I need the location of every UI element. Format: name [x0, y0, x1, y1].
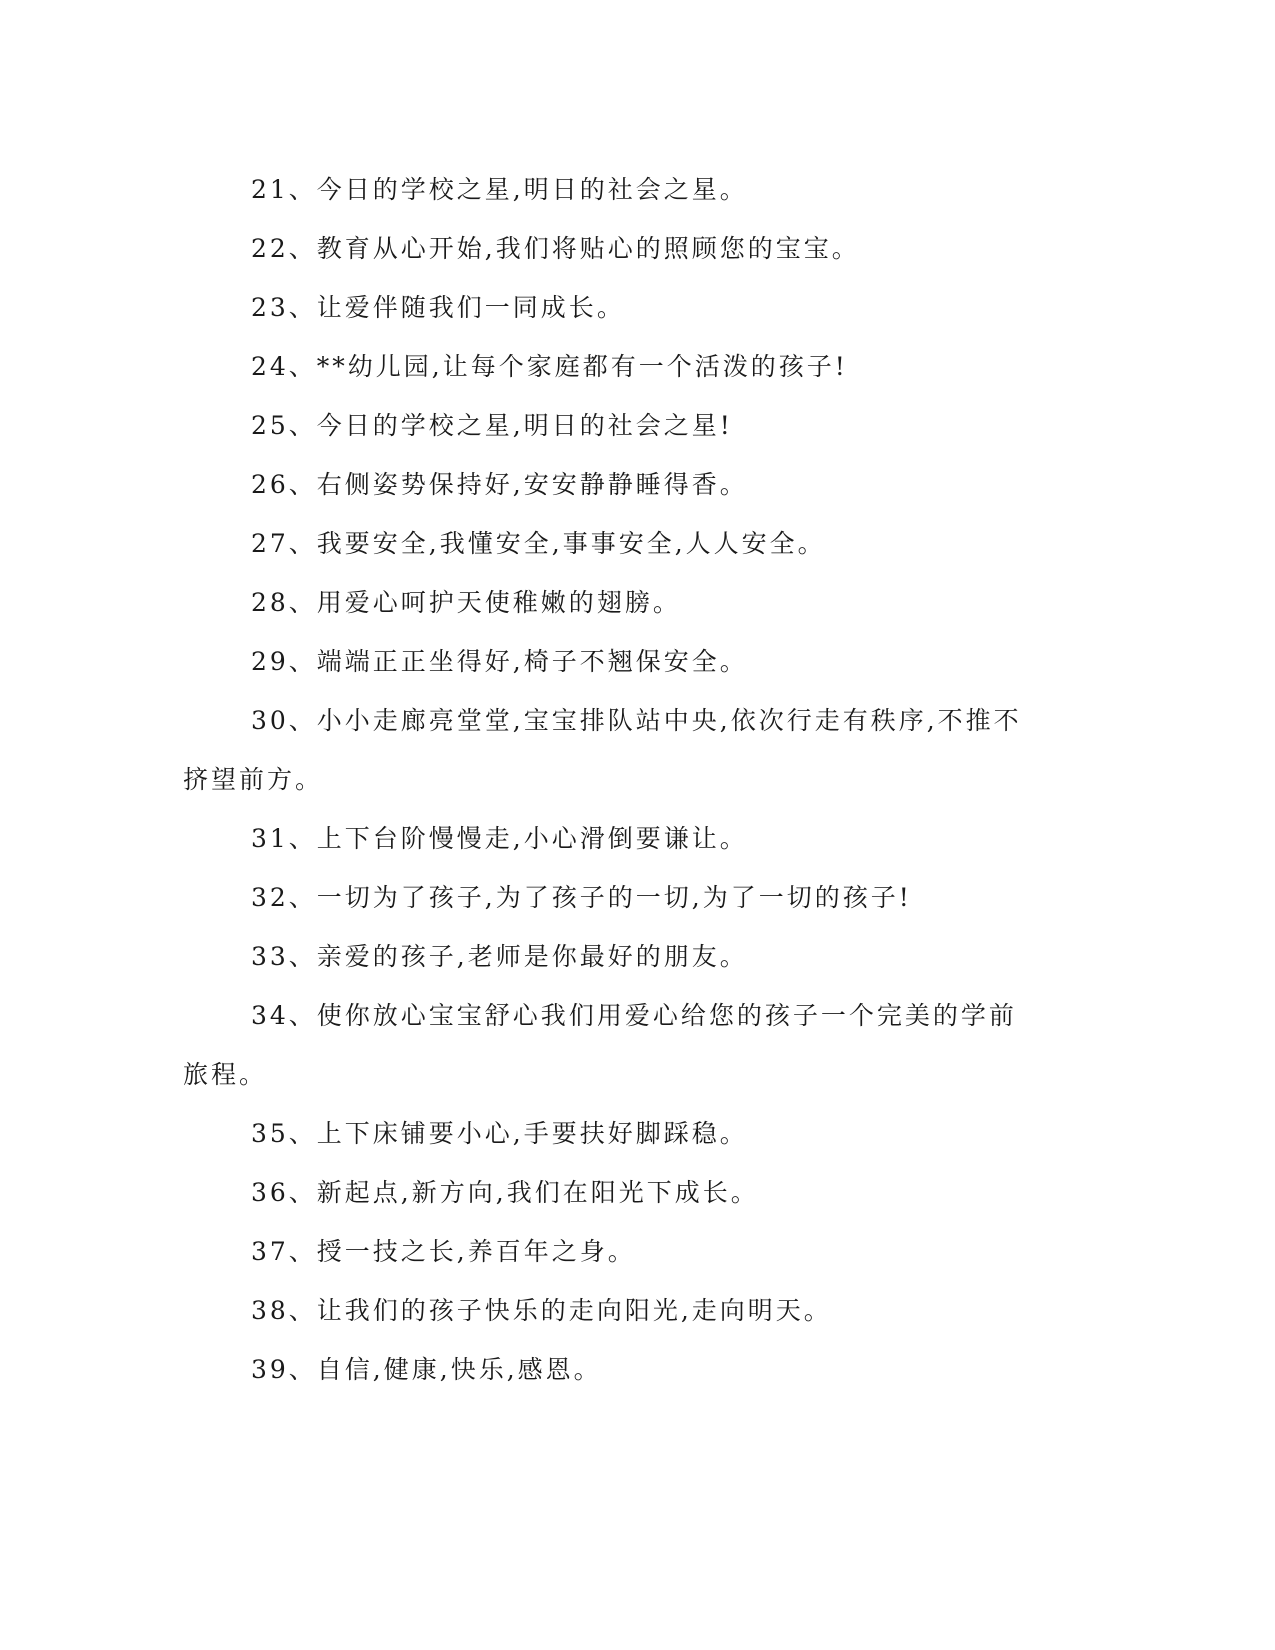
paragraph-36: 36、新起点,新方向,我们在阳光下成长。: [251, 1178, 759, 1207]
paragraph-35: 35、上下床铺要小心,手要扶好脚踩稳。: [251, 1119, 748, 1148]
paragraph-37: 37、授一技之长,养百年之身。: [251, 1237, 636, 1266]
paragraph-25: 25、今日的学校之星,明日的社会之星!: [251, 411, 733, 440]
paragraph-21: 21、今日的学校之星,明日的社会之星。: [251, 175, 748, 204]
paragraph-26: 26、右侧姿势保持好,安安静静睡得香。: [251, 470, 748, 499]
paragraph-32: 32、一切为了孩子,为了孩子的一切,为了一切的孩子!: [251, 883, 912, 912]
document-body: [183, 160, 1043, 1399]
paragraph-31: 31、上下台阶慢慢走,小心滑倒要谦让。: [251, 824, 748, 853]
paragraph-39: 39、自信,健康,快乐,感恩。: [251, 1355, 602, 1384]
paragraph-29: 29、端端正正坐得好,椅子不翘保安全。: [251, 647, 748, 676]
paragraph-28: 28、用爱心呵护天使稚嫩的翅膀。: [251, 588, 681, 617]
paragraph-24: 24、**幼儿园,让每个家庭都有一个活泼的孩子!: [251, 352, 848, 381]
paragraph-30: 30、小小走廊亮堂堂,宝宝排队站中央,依次行走有秩序,不推不挤望前方。: [183, 706, 1022, 794]
paragraph-27: 27、我要安全,我懂安全,事事安全,人人安全。: [251, 529, 826, 558]
paragraph-22: 22、教育从心开始,我们将贴心的照顾您的宝宝。: [251, 234, 860, 263]
paragraph-38: 38、让我们的孩子快乐的走向阳光,走向明天。: [251, 1296, 832, 1325]
paragraph-23: 23、让爱伴随我们一同成长。: [251, 293, 625, 322]
paragraph-33: 33、亲爱的孩子,老师是你最好的朋友。: [251, 942, 748, 971]
paragraph-34: 34、使你放心宝宝舒心我们用爱心给您的孩子一个完美的学前旅程。: [183, 1001, 1017, 1089]
